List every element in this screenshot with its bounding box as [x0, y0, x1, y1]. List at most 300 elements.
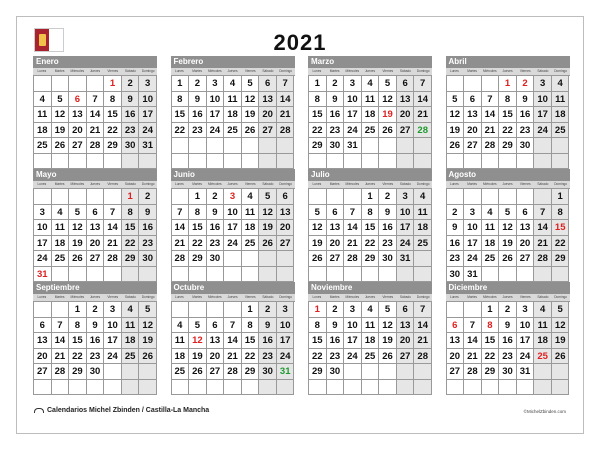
day-cell: 10 [139, 92, 157, 108]
weekday-label: Lunes [175, 69, 184, 73]
day-cell: 19 [379, 333, 397, 349]
day-cell: 24 [207, 123, 225, 139]
weekday-label: Miércoles [207, 295, 222, 299]
day-cell: 25 [242, 236, 260, 252]
empty-day-cell [224, 380, 242, 396]
day-cell: 4 [414, 189, 432, 205]
day-cell: 31 [344, 138, 362, 154]
day-cell: 5 [447, 92, 465, 108]
day-cell: 25 [362, 349, 380, 365]
day-grid [308, 75, 432, 169]
day-cell: 15 [69, 333, 87, 349]
day-cell: 12 [309, 220, 327, 236]
weekday-header [33, 68, 157, 75]
day-cell: 24 [277, 349, 295, 365]
day-cell: 10 [277, 318, 295, 334]
weekday-label: Jueves [227, 295, 238, 299]
month-marzo [308, 56, 432, 169]
day-cell: 8 [362, 205, 380, 221]
weekday-label: Viernes [519, 182, 531, 186]
day-cell: 29 [122, 251, 140, 267]
weekday-label: Martes [192, 182, 202, 186]
day-cell: 16 [207, 220, 225, 236]
day-cell: 3 [464, 205, 482, 221]
day-cell: 13 [464, 107, 482, 123]
day-cell: 1 [309, 76, 327, 92]
empty-day-cell [482, 76, 500, 92]
day-cell: 8 [499, 92, 517, 108]
day-cell: 1 [104, 76, 122, 92]
weekday-label: Domingo [554, 295, 568, 299]
day-cell: 18 [362, 333, 380, 349]
empty-day-cell [34, 302, 52, 318]
day-cell: 14 [414, 92, 432, 108]
empty-day-cell [379, 154, 397, 170]
day-cell: 22 [362, 236, 380, 252]
day-cell: 12 [69, 220, 87, 236]
day-cell: 25 [552, 123, 570, 139]
day-cell: 5 [139, 302, 157, 318]
empty-day-cell [362, 154, 380, 170]
empty-day-cell [327, 154, 345, 170]
day-cell: 11 [242, 205, 260, 221]
day-grid [171, 188, 295, 282]
day-cell: 11 [34, 107, 52, 123]
day-cell: 27 [69, 138, 87, 154]
day-cell: 15 [104, 107, 122, 123]
empty-day-cell [414, 364, 432, 380]
day-cell: 18 [362, 107, 380, 123]
day-cell: 6 [397, 302, 415, 318]
empty-day-cell [69, 267, 87, 283]
day-cell: 30 [499, 364, 517, 380]
day-cell: 19 [379, 107, 397, 123]
empty-day-cell [534, 364, 552, 380]
day-cell: 1 [499, 76, 517, 92]
day-cell: 29 [482, 364, 500, 380]
day-cell: 18 [242, 220, 260, 236]
empty-day-cell [534, 380, 552, 396]
day-cell: 29 [69, 364, 87, 380]
day-cell: 9 [207, 205, 225, 221]
empty-day-cell [482, 154, 500, 170]
day-cell: 4 [52, 205, 70, 221]
empty-day-cell [69, 189, 87, 205]
month-name: Mayo [33, 169, 157, 181]
day-cell: 17 [224, 220, 242, 236]
day-cell: 7 [52, 318, 70, 334]
day-cell: 21 [414, 333, 432, 349]
day-cell: 29 [362, 251, 380, 267]
empty-day-cell [224, 138, 242, 154]
day-cell: 24 [34, 251, 52, 267]
weekday-label: Viernes [244, 295, 256, 299]
day-cell: 26 [259, 236, 277, 252]
day-cell: 13 [259, 92, 277, 108]
empty-day-cell [552, 267, 570, 283]
day-cell: 20 [327, 236, 345, 252]
day-cell: 13 [447, 333, 465, 349]
empty-day-cell [327, 267, 345, 283]
weekday-label: Martes [329, 295, 340, 299]
day-cell: 30 [379, 251, 397, 267]
day-cell: 26 [552, 349, 570, 365]
day-cell: 6 [207, 318, 225, 334]
day-grid [33, 301, 157, 395]
day-cell: 6 [447, 318, 465, 334]
month-name: Noviembre [308, 282, 432, 294]
empty-day-cell [277, 251, 295, 267]
day-cell: 11 [52, 220, 70, 236]
day-cell: 29 [104, 138, 122, 154]
weekday-label: Lunes [37, 69, 47, 73]
day-cell: 23 [379, 236, 397, 252]
day-cell: 23 [139, 236, 157, 252]
empty-day-cell [414, 138, 432, 154]
weekday-label: Jueves [227, 182, 238, 186]
day-cell: 16 [499, 333, 517, 349]
day-cell: 3 [534, 76, 552, 92]
day-cell: 17 [344, 333, 362, 349]
weekday-label: Martes [192, 295, 202, 299]
weekday-label: Jueves [89, 69, 101, 73]
day-cell: 14 [534, 220, 552, 236]
day-cell: 8 [242, 318, 260, 334]
day-cell: 17 [534, 107, 552, 123]
weekday-label: Viernes [382, 69, 394, 73]
day-cell: 23 [327, 349, 345, 365]
day-cell: 26 [189, 364, 207, 380]
months-grid [33, 56, 569, 390]
day-cell: 16 [87, 333, 105, 349]
empty-day-cell [447, 76, 465, 92]
weekday-label: Miércoles [345, 69, 360, 73]
day-cell: 22 [309, 349, 327, 365]
day-cell: 12 [552, 318, 570, 334]
empty-day-cell [52, 302, 70, 318]
weekday-label: Lunes [312, 182, 322, 186]
day-cell: 1 [362, 189, 380, 205]
empty-day-cell [414, 380, 432, 396]
empty-day-cell [172, 154, 190, 170]
month-name: Enero [33, 56, 157, 68]
day-cell: 24 [139, 123, 157, 139]
empty-day-cell [189, 154, 207, 170]
day-cell: 28 [87, 138, 105, 154]
day-cell: 29 [189, 251, 207, 267]
day-cell: 24 [224, 236, 242, 252]
empty-day-cell [104, 189, 122, 205]
empty-day-cell [104, 154, 122, 170]
day-cell: 27 [87, 251, 105, 267]
empty-day-cell [482, 189, 500, 205]
weekday-label: Miércoles [482, 182, 497, 186]
day-cell: 31 [397, 251, 415, 267]
empty-day-cell [534, 267, 552, 283]
day-cell: 8 [482, 318, 500, 334]
day-cell: 18 [534, 333, 552, 349]
day-cell: 22 [309, 123, 327, 139]
day-cell: 18 [52, 236, 70, 252]
day-cell: 23 [259, 349, 277, 365]
day-cell: 24 [397, 236, 415, 252]
month-name: Febrero [171, 56, 295, 68]
empty-day-cell [534, 154, 552, 170]
empty-day-cell [52, 154, 70, 170]
weekday-label: Miércoles [207, 69, 222, 73]
day-cell: 21 [344, 236, 362, 252]
month-septiembre [33, 282, 157, 395]
empty-day-cell [242, 251, 260, 267]
day-cell: 7 [277, 76, 295, 92]
day-cell: 13 [34, 333, 52, 349]
weekday-label: Domingo [554, 182, 568, 186]
day-cell: 29 [242, 364, 260, 380]
weekday-label: Viernes [519, 295, 531, 299]
weekday-label: Miércoles [70, 182, 85, 186]
day-cell: 15 [482, 333, 500, 349]
day-cell: 10 [207, 92, 225, 108]
weekday-label: Sábado [399, 295, 411, 299]
empty-day-cell [224, 251, 242, 267]
empty-day-cell [224, 302, 242, 318]
day-cell: 17 [104, 333, 122, 349]
day-cell: 6 [517, 205, 535, 221]
empty-day-cell [552, 364, 570, 380]
day-cell: 7 [482, 92, 500, 108]
day-cell: 31 [139, 138, 157, 154]
day-cell: 20 [207, 349, 225, 365]
day-cell: 23 [87, 349, 105, 365]
day-cell: 17 [34, 236, 52, 252]
day-cell: 22 [499, 123, 517, 139]
empty-day-cell [224, 154, 242, 170]
day-cell: 8 [552, 205, 570, 221]
empty-day-cell [139, 154, 157, 170]
month-name: Marzo [308, 56, 432, 68]
empty-day-cell [447, 380, 465, 396]
empty-day-cell [517, 189, 535, 205]
day-cell: 3 [34, 205, 52, 221]
day-cell: 15 [242, 333, 260, 349]
day-cell: 25 [534, 349, 552, 365]
empty-day-cell [277, 380, 295, 396]
day-cell: 21 [482, 123, 500, 139]
month-name: Agosto [446, 169, 570, 181]
day-cell: 6 [87, 205, 105, 221]
month-diciembre [446, 282, 570, 395]
day-cell: 9 [139, 205, 157, 221]
empty-day-cell [397, 364, 415, 380]
weekday-label: Sábado [399, 182, 411, 186]
day-cell: 2 [327, 302, 345, 318]
day-cell: 27 [447, 364, 465, 380]
empty-day-cell [499, 189, 517, 205]
day-cell: 14 [482, 107, 500, 123]
day-cell: 20 [447, 349, 465, 365]
day-cell: 9 [259, 318, 277, 334]
day-cell: 10 [534, 92, 552, 108]
weekday-header [308, 181, 432, 188]
weekday-label: Domingo [279, 69, 293, 73]
day-cell: 21 [534, 236, 552, 252]
empty-day-cell [344, 189, 362, 205]
day-cell: 7 [224, 318, 242, 334]
day-cell: 12 [259, 205, 277, 221]
day-cell: 28 [224, 364, 242, 380]
month-enero [33, 56, 157, 169]
empty-day-cell [534, 189, 552, 205]
empty-day-cell [139, 267, 157, 283]
day-cell: 25 [34, 138, 52, 154]
day-cell: 26 [379, 349, 397, 365]
year-title: 2021 [273, 30, 327, 55]
day-cell: 30 [447, 267, 465, 283]
footer-credit [34, 407, 209, 414]
weekday-label: Lunes [175, 295, 184, 299]
day-cell: 4 [482, 205, 500, 221]
empty-day-cell [552, 154, 570, 170]
empty-day-cell [122, 154, 140, 170]
day-cell: 4 [362, 76, 380, 92]
weekday-header [33, 181, 157, 188]
day-cell: 8 [189, 205, 207, 221]
weekday-label: Martes [329, 69, 340, 73]
day-cell: 15 [172, 107, 190, 123]
empty-day-cell [172, 302, 190, 318]
empty-day-cell [189, 380, 207, 396]
day-cell: 24 [104, 349, 122, 365]
empty-day-cell [87, 267, 105, 283]
day-cell: 4 [242, 189, 260, 205]
day-cell: 15 [552, 220, 570, 236]
day-cell: 8 [122, 205, 140, 221]
day-cell: 5 [379, 302, 397, 318]
day-cell: 6 [464, 92, 482, 108]
weekday-label: Sábado [537, 295, 549, 299]
month-junio [171, 169, 295, 282]
empty-day-cell [414, 154, 432, 170]
day-cell: 19 [259, 220, 277, 236]
day-cell: 7 [172, 205, 190, 221]
weekday-header [446, 181, 570, 188]
month-octubre [171, 282, 295, 395]
day-cell: 22 [69, 349, 87, 365]
day-cell: 29 [309, 138, 327, 154]
day-cell: 2 [447, 205, 465, 221]
empty-day-cell [207, 138, 225, 154]
weekday-label: Sábado [124, 182, 136, 186]
day-cell: 9 [327, 92, 345, 108]
weekday-label: Martes [467, 295, 477, 299]
day-cell: 22 [482, 349, 500, 365]
day-cell: 23 [517, 123, 535, 139]
weekday-label: Domingo [279, 295, 293, 299]
day-cell: 14 [277, 92, 295, 108]
day-cell: 23 [499, 349, 517, 365]
day-cell: 1 [482, 302, 500, 318]
empty-day-cell [499, 267, 517, 283]
weekday-label: Domingo [141, 182, 155, 186]
day-cell: 25 [122, 349, 140, 365]
day-cell: 19 [309, 236, 327, 252]
empty-day-cell [104, 267, 122, 283]
day-cell: 15 [309, 107, 327, 123]
day-cell: 9 [499, 318, 517, 334]
empty-day-cell [207, 267, 225, 283]
day-cell: 27 [277, 236, 295, 252]
empty-day-cell [517, 380, 535, 396]
day-cell: 30 [259, 364, 277, 380]
day-cell: 22 [189, 236, 207, 252]
weekday-label: Martes [54, 295, 65, 299]
day-cell: 21 [277, 107, 295, 123]
day-cell: 26 [499, 251, 517, 267]
day-cell: 8 [172, 92, 190, 108]
empty-day-cell [464, 189, 482, 205]
empty-day-cell [499, 154, 517, 170]
day-cell: 10 [344, 318, 362, 334]
day-cell: 7 [414, 302, 432, 318]
day-grid [33, 75, 157, 169]
day-grid [33, 188, 157, 282]
day-cell: 28 [277, 123, 295, 139]
day-cell: 4 [172, 318, 190, 334]
empty-day-cell [189, 267, 207, 283]
day-cell: 13 [69, 107, 87, 123]
day-cell: 5 [379, 76, 397, 92]
weekday-label: Martes [467, 182, 477, 186]
day-cell: 28 [52, 364, 70, 380]
day-cell: 18 [122, 333, 140, 349]
day-cell: 12 [447, 107, 465, 123]
empty-day-cell [327, 380, 345, 396]
day-cell: 28 [414, 123, 432, 139]
day-cell: 20 [397, 107, 415, 123]
weekday-label: Jueves [89, 295, 101, 299]
weekday-label: Lunes [37, 295, 47, 299]
weekday-label: Sábado [262, 182, 274, 186]
weekday-label: Martes [54, 69, 65, 73]
empty-day-cell [499, 380, 517, 396]
day-cell: 7 [534, 205, 552, 221]
empty-day-cell [534, 138, 552, 154]
day-cell: 12 [139, 318, 157, 334]
weekday-label: Lunes [450, 182, 459, 186]
day-cell: 17 [207, 107, 225, 123]
day-cell: 27 [259, 123, 277, 139]
day-cell: 17 [344, 107, 362, 123]
month-febrero [171, 56, 295, 169]
month-abril [446, 56, 570, 169]
empty-day-cell [344, 380, 362, 396]
day-cell: 19 [499, 236, 517, 252]
day-cell: 4 [362, 302, 380, 318]
day-cell: 1 [69, 302, 87, 318]
empty-day-cell [172, 138, 190, 154]
day-cell: 9 [379, 205, 397, 221]
day-cell: 25 [172, 364, 190, 380]
empty-day-cell [379, 138, 397, 154]
day-cell: 21 [224, 349, 242, 365]
day-cell: 13 [207, 333, 225, 349]
weekday-label: Sábado [124, 69, 136, 73]
empty-day-cell [552, 380, 570, 396]
day-cell: 6 [69, 92, 87, 108]
weekday-label: Lunes [37, 182, 47, 186]
empty-day-cell [464, 380, 482, 396]
day-cell: 3 [139, 76, 157, 92]
